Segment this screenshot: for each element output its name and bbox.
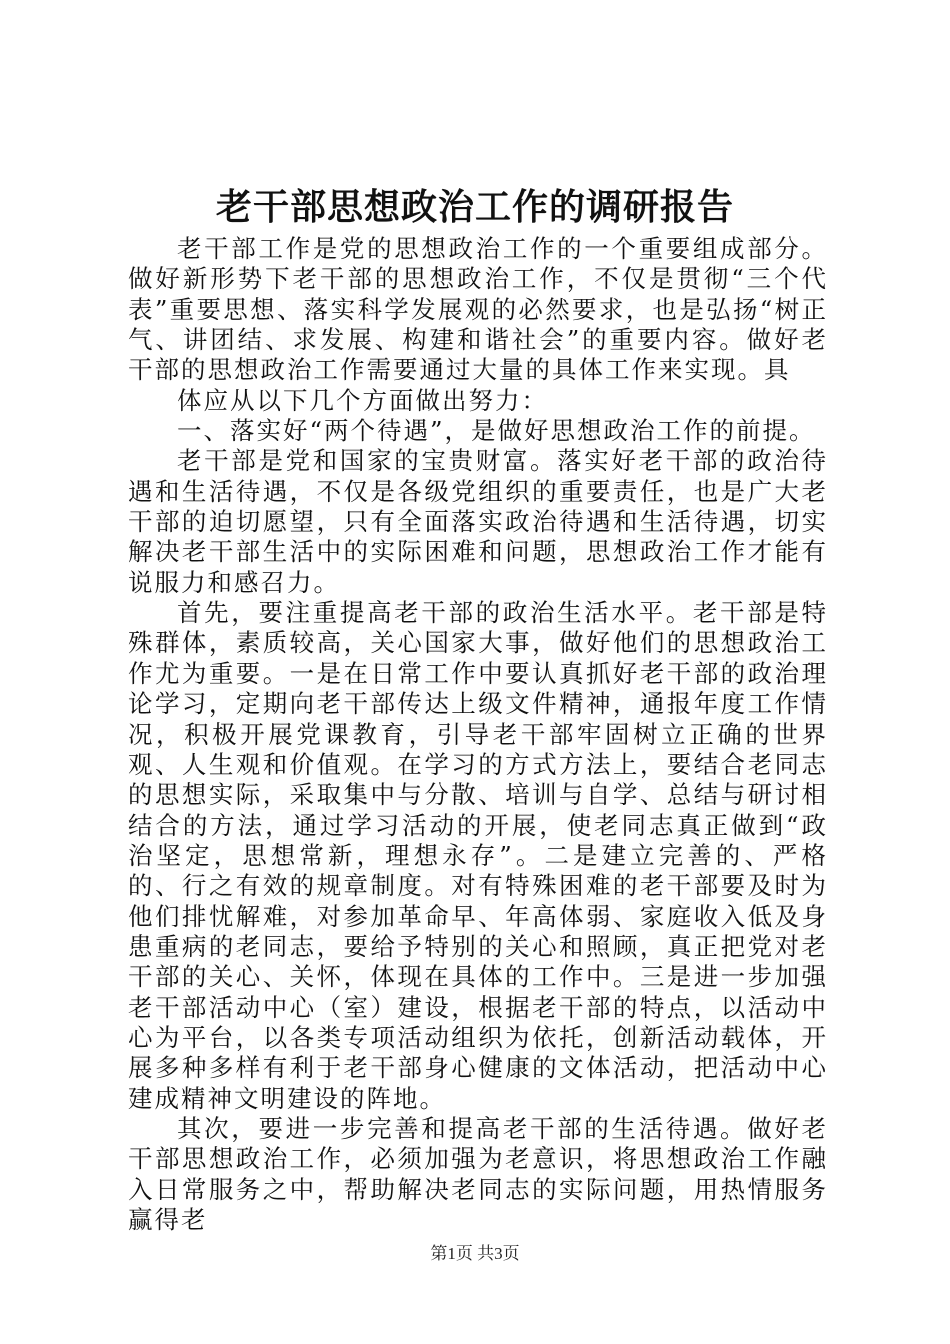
document-body: [128, 234, 828, 1235]
paragraph-second: 其次，要进一步完善和提高老干部的生活待遇。做好老干部思想政治工作，必须加强为老意识，将思想政治工作融入日常服务之中，帮助解决老同志的实际问题，用热情服务赢得老: [128, 1113, 828, 1234]
paragraph-first: 首先，要注重提高老干部的政治生活水平。老干部是特殊群体，素质较高，关心国家大事，做好他们的思想政治工作尤为重要。一是在日常工作中要认真抓好老干部的政治理论学习，定期向老干部传达上级文件精神，通报年度工作情况，积极开展党课教育，引导老干部牢固树立正确的世界观、人生观和价值观。在学习的方式方法上，要结合老同志的思想实际，采取集中与分散、培训与自学、总结与研讨相结合的方法，通过学习活动的开展，使老同志真正做到“政治坚定，思想常新，理想永存”。二是建立完善的、严格的、行之有效的规章制度。对有特殊困难的老干部要及时为他们排忧解难，对参加革命早、年高体弱、家庭收入低及身患重病的老同志，要给予特别的关心和照顾，真正把党对老干部的关心、关怀，体现在具体的工作中。三是进一步加强老干部活动中心（室）建设，根据老干部的特点，以活动中心为平台，以各类专项活动组织为依托，创新活动载体，开展多种多样有利于老干部身心健康的文体活动，把活动中心建成精神文明建设的阵地。: [128, 598, 828, 1113]
document-title: 老干部思想政治工作的调研报告: [215, 186, 734, 228]
page-footer: 第1页 共3页: [430, 1244, 520, 1263]
section-heading-one: 一、落实好“两个待遇”，是做好思想政治工作的前提。: [177, 416, 816, 446]
paragraph-treatment: 老干部是党和国家的宝贵财富。落实好老干部的政治待遇和生活待遇，不仅是各级党组织的重要责任，也是广大老干部的迫切愿望，只有全面落实政治待遇和生活待遇，切实解决老干部生活中的实际困难和问题，思想政治工作才能有说服力和感召力。: [128, 446, 828, 597]
paragraph-lead-in: 体应从以下几个方面做出努力：: [177, 385, 548, 415]
paragraph-intro: 老干部工作是党的思想政治工作的一个重要组成部分。做好新形势下老干部的思想政治工作，不仅是贯彻“三个代表”重要思想、落实科学发展观的必然要求，也是弘扬“树正气、讲团结、求发展、构建和谐社会”的重要内容。做好老干部的思想政治工作需要通过大量的具体工作来实现。具: [128, 234, 828, 385]
